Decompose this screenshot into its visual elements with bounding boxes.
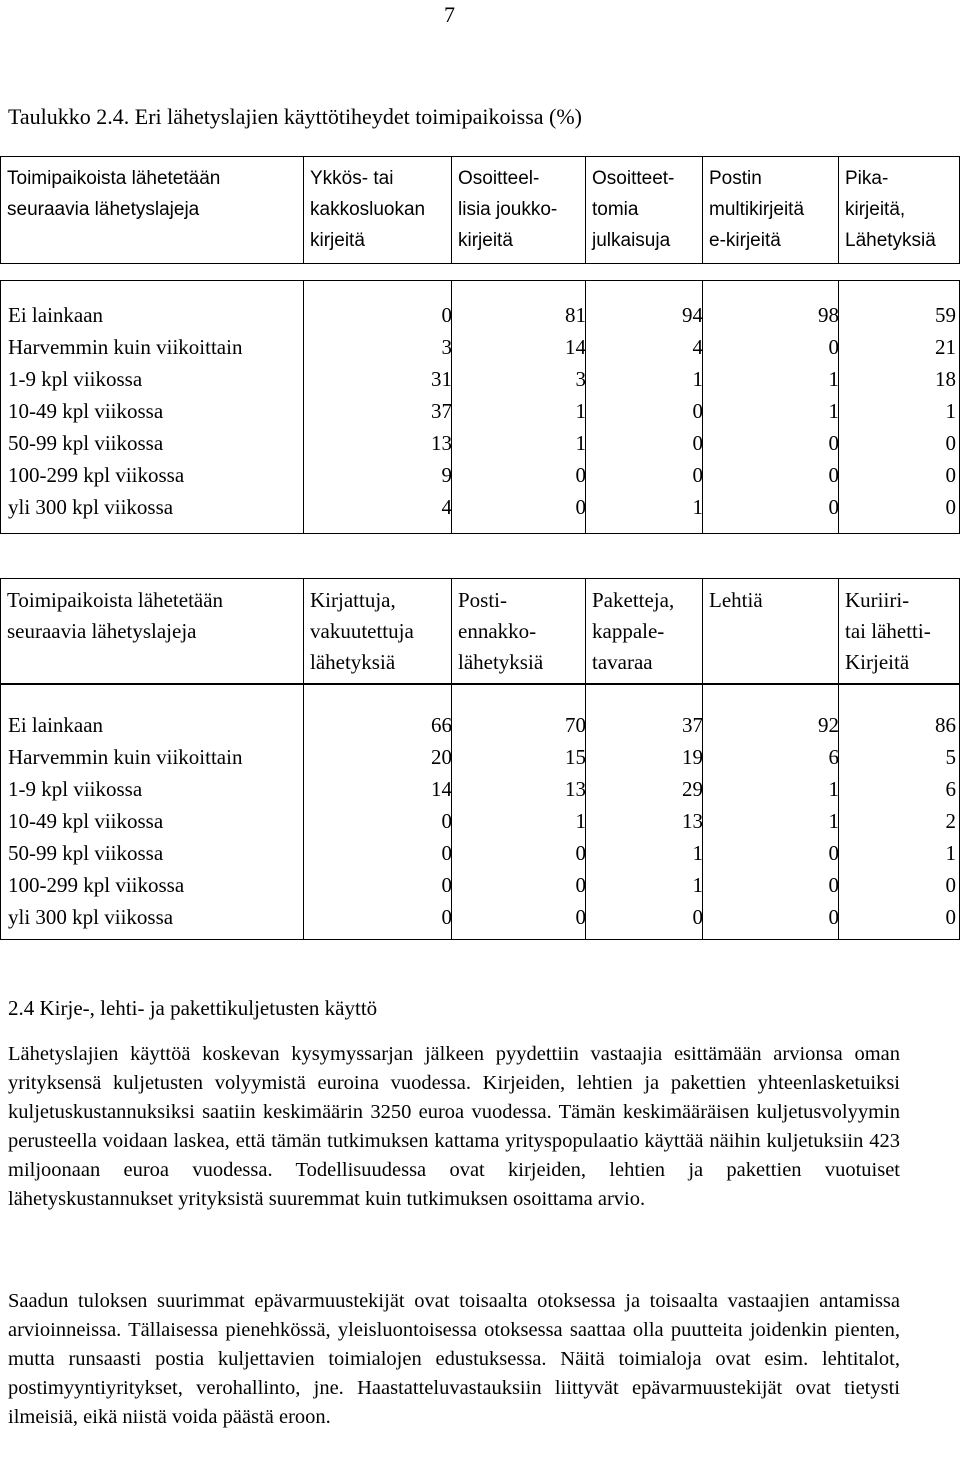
table-row [1,331,960,363]
cell-value: 37 [431,399,452,423]
cell-value: 31 [431,367,452,391]
table-2-header-cell [451,579,586,683]
table-row [1,709,960,741]
header-text: Posti- ennakko- lähetyksiä [458,588,544,674]
cell-value: 1 [575,809,586,833]
cell-value: 0 [945,495,956,519]
cell-value: 0 [441,809,452,833]
page-number: 7 [444,2,455,27]
cell-value: 0 [828,873,839,897]
row-label: 50-99 kpl viikossa [8,431,164,455]
cell-value: 0 [692,463,703,487]
row-label: Harvemmin kuin viikoittain [8,745,243,769]
cell-value: 9 [441,463,452,487]
header-text: Osoitteel- lisia joukko- kirjeitä [458,168,558,251]
table-row [1,427,960,459]
table-row [1,459,960,491]
cell-value: 29 [682,777,703,801]
cell-value: 19 [682,745,703,769]
cell-value: 37 [682,713,703,737]
cell-value: 1 [945,399,956,423]
cell-value: 13 [682,809,703,833]
cell-value: 86 [935,713,956,737]
cell-value: 94 [682,303,703,327]
row-label: yli 300 kpl viikossa [8,905,174,929]
cell-value: 1 [692,495,703,519]
header-text: Kirjattuja, vakuutettuja lähetyksiä [310,588,414,674]
table-row [1,491,960,523]
cell-value: 0 [945,431,956,455]
table-1 [0,156,960,534]
row-label: 100-299 kpl viikossa [8,873,185,897]
cell-value: 0 [692,399,703,423]
cell-value: 0 [945,905,956,929]
row-label: 100-299 kpl viikossa [8,463,185,487]
cell-value: 0 [828,463,839,487]
cell-value: 0 [828,905,839,929]
cell-value: 1 [828,399,839,423]
table-2-body [0,684,960,940]
row-label: Ei lainkaan [8,713,104,737]
table-row [1,805,960,837]
cell-value: 15 [565,745,586,769]
row-label: 1-9 kpl viikossa [8,367,143,391]
header-text: Osoitteet- tomia julkaisuja [592,168,675,251]
table-1-header [0,156,960,264]
table-row [1,395,960,427]
header-text: Lehtiä [709,588,763,612]
cell-value: 0 [828,841,839,865]
table-2-header [0,578,960,684]
cell-value: 3 [441,335,452,359]
header-text: Kuriiri- tai lähetti- Kirjeitä [845,588,931,674]
cell-value: 66 [431,713,452,737]
row-label: Ei lainkaan [8,303,104,327]
row-label: 50-99 kpl viikossa [8,841,164,865]
cell-value: 6 [828,745,839,769]
cell-value: 0 [441,905,452,929]
cell-value: 1 [692,873,703,897]
cell-value: 0 [575,873,586,897]
table-2-header-cell [702,579,839,683]
cell-value: 1 [828,777,839,801]
cell-value: 0 [575,495,586,519]
row-label: 10-49 kpl viikossa [8,809,164,833]
cell-value: 1 [692,367,703,391]
paragraph: Lähetyslajien käyttöä koskevan kysymyssarjan jälkeen pyydettiin vastaajia esittämään arvionsa oman yrityksensä kuljetusten volyymistä euroina vuodessa. Kirjeiden, lehtien ja pakettien yhteenlasketuiksi kuljetuskustannuksiksi saatiin keskimäärin 3250 euroa vuodessa. Tämän keskimääräisen kuljetusvolyymin perusteella voidaan laskea, että tämän tutkimuksen kattama yrityspopulaatio käyttää näihin kuljetuksiin 423 miljoonaan euroa vuodessa. Todellisuudessa ovat kirjeiden, lehtien ja pakettien vuotuiset lähetyskustannukset yrityksistä suuremmat kuin tutkimuksen osoittama arvio. [8,1043,900,1210]
table-row [1,773,960,805]
cell-value: 1 [575,431,586,455]
cell-value: 5 [945,745,956,769]
cell-value: 0 [441,303,452,327]
header-text: Pika- kirjeitä, Lähetyksiä [845,168,936,251]
cell-value: 98 [818,303,839,327]
cell-value: 0 [575,841,586,865]
cell-value: 14 [431,777,452,801]
cell-value: 1 [828,367,839,391]
cell-value: 21 [935,335,956,359]
table-1-body [0,280,960,534]
row-label: Harvemmin kuin viikoittain [8,335,243,359]
table-2-header-cell [1,579,303,683]
cell-value: 0 [828,335,839,359]
paragraph: Saadun tuloksen suurimmat epävarmuustekijät ovat toisaalta otoksessa ja toisaalta vastaajien antamissa arvioinneissa. Tällaisessa pienehkössä, yleisluontoisessa otoksessa saattaa olla puutteita joidenkin pienten, mutta runsaasti postia kuljettavien toimialojen edustuksessa. Näitä toimialoja ovat esim. lehtitalot, postimyyntiyritykset, verohallinto, jne. Haastatteluvastauksiin liittyvät epävarmuustekijät ovat tietysti ilmeisiä, eikä niistä voida päästä eroon. [8,1290,900,1428]
section-heading: 2.4 Kirje-, lehti- ja pakettikuljetusten käyttö [8,996,378,1020]
cell-value: 0 [441,873,452,897]
table-2 [0,578,960,940]
table-1-header-cell [702,157,839,263]
table-row [1,901,960,933]
row-label: 10-49 kpl viikossa [8,399,164,423]
cell-value: 4 [441,495,452,519]
cell-value: 18 [935,367,956,391]
header-text: Toimipaikoista lähetetään seuraavia lähetyslajeja [7,168,221,220]
table-caption: Taulukko 2.4. Eri lähetyslajien käyttötiheydet toimipaikoissa (%) [8,104,582,129]
table-row [1,741,960,773]
table-2-header-cell [303,579,452,683]
table-2-header-cell [838,579,959,683]
table-1-header-cell [585,157,703,263]
cell-value: 81 [565,303,586,327]
cell-value: 0 [575,905,586,929]
cell-value: 1 [828,809,839,833]
cell-value: 20 [431,745,452,769]
table-row [1,869,960,901]
table-1-header-cell [838,157,959,263]
cell-value: 14 [565,335,586,359]
cell-value: 0 [692,431,703,455]
row-label: yli 300 kpl viikossa [8,495,174,519]
cell-value: 70 [565,713,586,737]
cell-value: 0 [828,495,839,519]
header-text: Paketteja, kappale- tavaraa [592,588,675,674]
cell-value: 0 [828,431,839,455]
cell-value: 0 [575,463,586,487]
table-2-header-cell [585,579,703,683]
header-text: Ykkös- tai kakkosluokan kirjeitä [310,168,426,251]
cell-value: 1 [692,841,703,865]
cell-value: 92 [818,713,839,737]
table-1-header-cell [303,157,452,263]
table-1-header-cell [451,157,586,263]
header-text: Postin multikirjeitä e-kirjeitä [709,168,805,251]
cell-value: 3 [575,367,586,391]
cell-value: 0 [441,841,452,865]
cell-value: 0 [692,905,703,929]
table-row [1,837,960,869]
table-1-header-cell [1,157,303,263]
table-row [1,299,960,331]
cell-value: 59 [935,303,956,327]
cell-value: 1 [945,841,956,865]
cell-value: 4 [692,335,703,359]
table-row [1,363,960,395]
cell-value: 1 [575,399,586,423]
cell-value: 13 [565,777,586,801]
cell-value: 2 [945,809,956,833]
cell-value: 0 [945,873,956,897]
row-label: 1-9 kpl viikossa [8,777,143,801]
header-text: Toimipaikoista lähetetään seuraavia lähetyslajeja [7,588,224,643]
cell-value: 6 [945,777,956,801]
cell-value: 0 [945,463,956,487]
cell-value: 13 [431,431,452,455]
